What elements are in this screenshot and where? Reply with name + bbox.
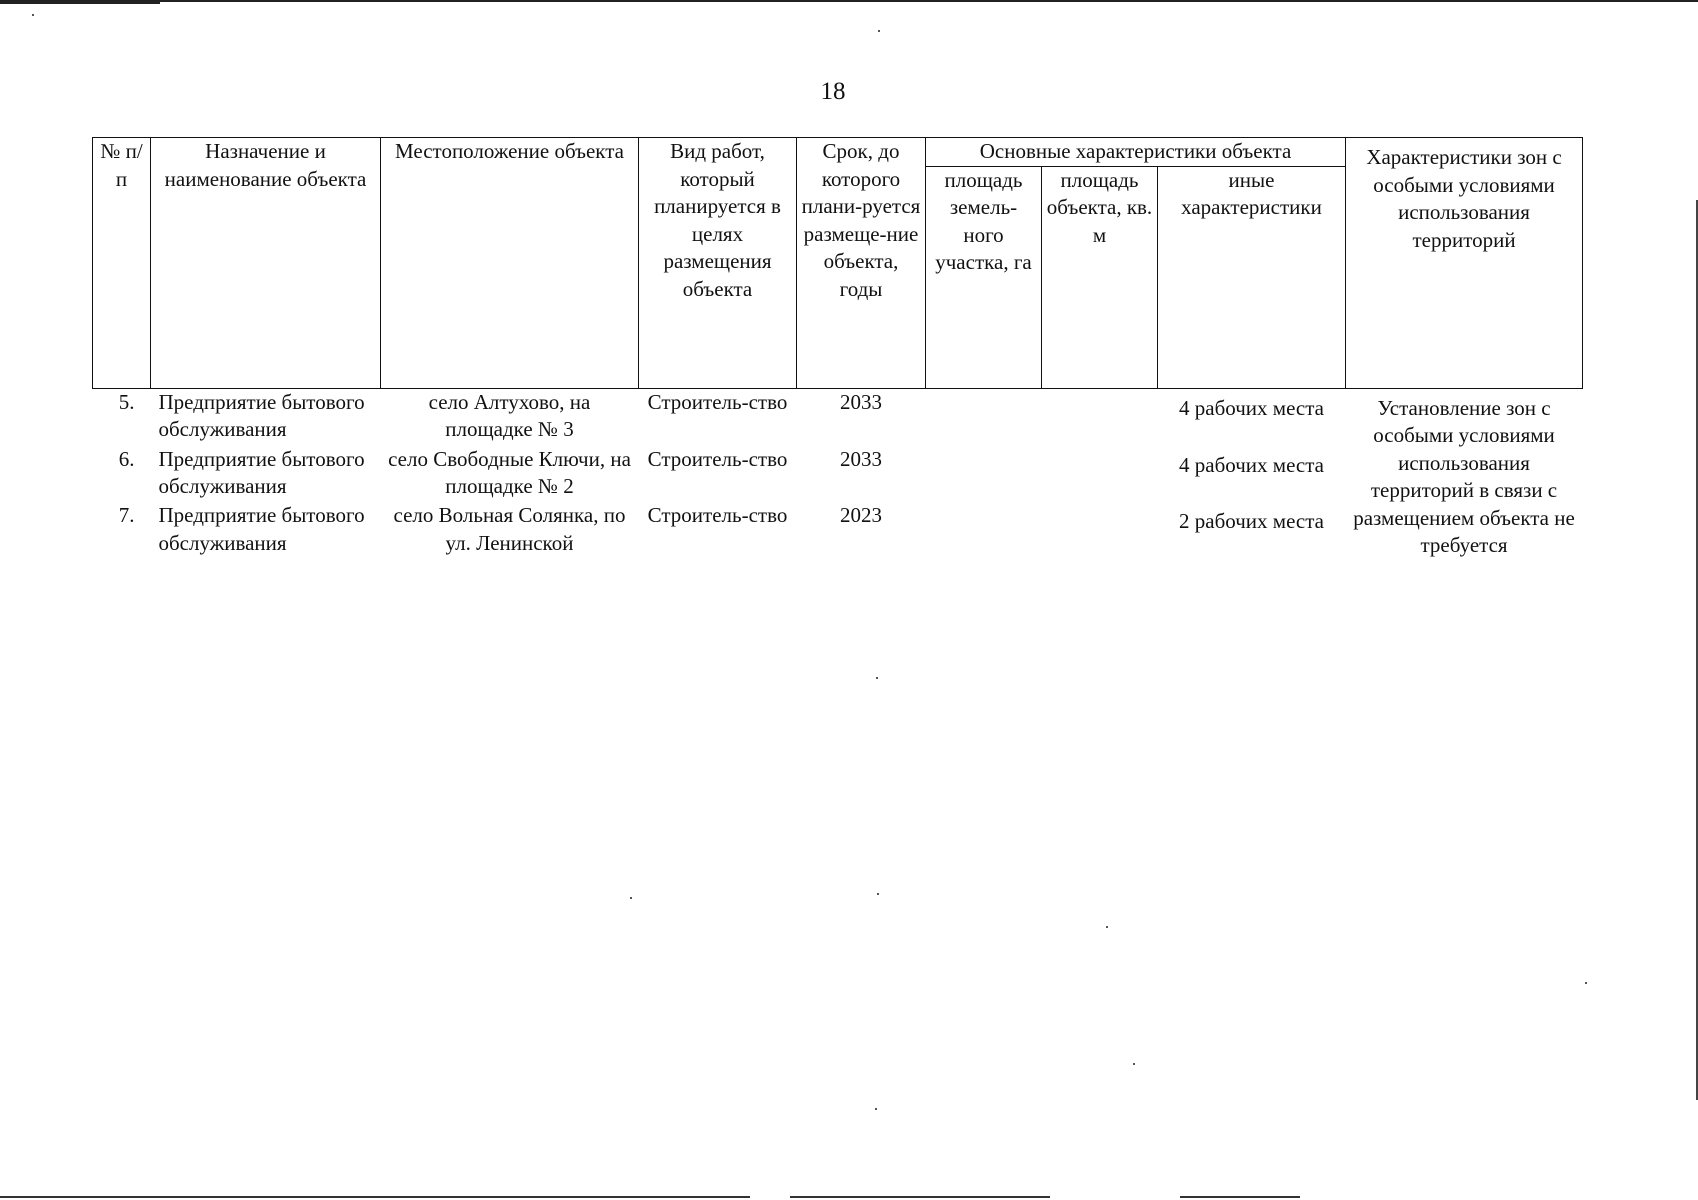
row-other: 2 рабочих места [1179, 509, 1324, 534]
row-land-area [926, 446, 1042, 503]
row-name: Предприятие бытового обслуживания [158, 389, 365, 441]
header-other: иные характеристики [1158, 166, 1346, 388]
row-other: 4 рабочих места [1179, 452, 1324, 477]
row-name: Предприятие бытового обслуживания [158, 446, 365, 498]
scan-edge-bottom [1180, 1196, 1300, 1198]
header-zones: Характеристики зон с особыми условиями использования территорий [1346, 138, 1583, 389]
row-object-area [1042, 388, 1158, 446]
row-number: 5. [118, 389, 135, 414]
scan-edge-top-mark [0, 0, 160, 4]
table-header [93, 138, 1583, 389]
header-main-characteristics: Основные характеристики объекта [926, 138, 1346, 167]
row-work-type: Строитель-ство [647, 446, 788, 471]
header-object-area: площадь объекта, кв. м [1042, 166, 1158, 388]
row-deadline: 2033 [840, 446, 882, 471]
row-land-area [926, 502, 1042, 559]
table-body [93, 388, 1583, 560]
zones-note: Установление зон с особыми условиями использования территорий в связи с размещением объекта не требуется [1353, 395, 1575, 557]
header-land-area: площадь земель-ного участка, га [926, 166, 1042, 388]
row-deadline: 2023 [840, 503, 882, 528]
table-row [93, 388, 1583, 446]
row-work-type: Строитель-ство [647, 389, 788, 414]
row-location: село Алтухово, на площадке № 3 [428, 389, 591, 441]
row-number: 6. [118, 446, 135, 471]
scan-edge-top [0, 0, 1698, 2]
row-land-area [926, 388, 1042, 446]
scan-edge-bottom [790, 1196, 1050, 1198]
header-work-type: Вид работ, который планируется в целях размещения объекта [639, 138, 797, 389]
header-name: Назначение и наименование объекта [151, 138, 381, 389]
row-deadline: 2033 [840, 389, 882, 414]
row-object-area [1042, 446, 1158, 503]
header-deadline: Срок, до которого плани-руется размеще-ние объекта, годы [797, 138, 926, 389]
row-location: село Вольная Солянка, по ул. Ленинской [393, 503, 626, 555]
row-other: 4 рабочих места [1179, 395, 1324, 420]
header-number: № п/п [93, 138, 151, 389]
row-location: село Свободные Ключи, на площадке № 2 [388, 446, 631, 498]
row-work-type: Строитель-ство [647, 503, 788, 528]
objects-table [92, 137, 1583, 560]
row-object-area [1042, 502, 1158, 559]
header-location: Местоположение объекта [381, 138, 639, 389]
row-number: 7. [118, 503, 135, 528]
page-number: 18 [820, 78, 846, 105]
row-name: Предприятие бытового обслуживания [158, 503, 365, 555]
scan-edge-bottom [0, 1196, 750, 1198]
